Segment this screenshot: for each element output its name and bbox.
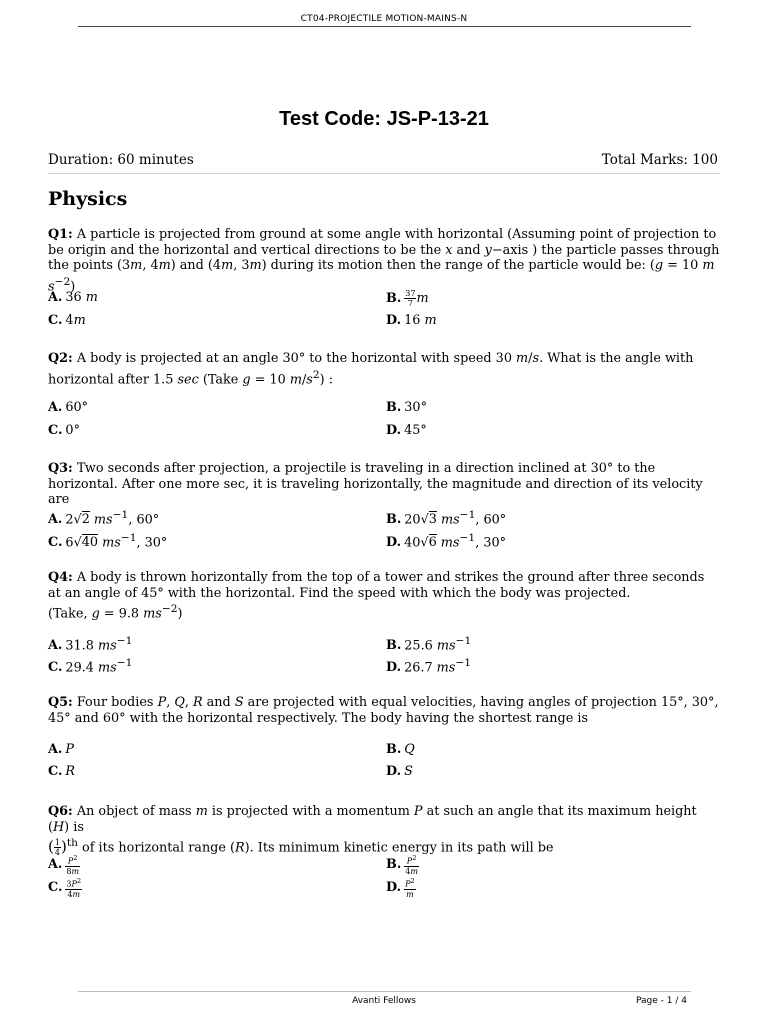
question-label: Q4: — [48, 570, 73, 585]
question-4: Q4: A body is thrown horizontally from the top of a tower and strikes the ground after three seconds at an angle of 45° with the horizontal. Find the speed with which the body was projected. (Take, g = 9.8 $ms^{-2}$) — [48, 570, 705, 622]
meta-divider — [48, 173, 720, 174]
q3-option-d: D. 40√6 $ms^{-1}$, 30° — [386, 531, 507, 551]
q6-option-a: A. $\frac{P^2}{8m}$ — [48, 854, 80, 876]
document-code-header: CT04-PROJECTILE MOTION-MAINS-N — [300, 14, 468, 24]
q5-option-b: B. Q — [386, 742, 415, 757]
q1-option-c: C. 4m — [48, 313, 86, 328]
q5-option-d: D. S — [386, 764, 413, 779]
question-label: Q3: — [48, 461, 73, 476]
q2-option-a: A. 60° — [48, 400, 89, 415]
q6-option-d: D. $\frac{P^2}{m}$ — [386, 877, 415, 899]
section-heading-physics: Physics — [48, 188, 128, 210]
q4-option-a: A. 31.8 $ms^{-1}$ — [48, 634, 133, 654]
q5-option-c: C. R — [48, 764, 76, 779]
q6-option-c: C. $\frac{3P^2}{4m}$ — [48, 877, 82, 899]
question-label: Q6: — [48, 804, 73, 819]
q6-option-b: B. $\frac{P^2}{4m}$ — [386, 854, 418, 876]
q2-option-d: D. 45° — [386, 423, 427, 438]
question-label: Q5: — [48, 695, 73, 710]
header-divider — [78, 26, 691, 27]
test-code-title: Test Code: JS-P-13-21 — [279, 108, 489, 130]
q5-option-a: A. P — [48, 742, 75, 757]
q4-option-b: B. 25.6 $ms^{-1}$ — [386, 634, 472, 654]
question-2: Q2: A body is projected at an angle 30° to the horizontal with speed 30 m/s. What is the angle with horizontal after 1.5 sec (Take g = 10 $m/s^2$) : — [48, 351, 694, 387]
total-marks-text: Total Marks: 100 — [601, 152, 718, 168]
question-1: Q1: A particle is projected from ground at some angle with horizontal (Assuming point of projection to be origin and the horizontal and vertical directions to be the x and y−axis ) the particle passes through the points (3m, 4m) and (4m, 3m) during its motion then the range of the particle would be: (g = 10 m $s^{-2}$) — [48, 227, 720, 294]
duration-text: Duration: 60 minutes — [48, 152, 194, 168]
footer-divider — [78, 991, 691, 992]
q1-option-b: B. $\frac{37}{7}$ m — [386, 289, 429, 308]
q1-option-a: A. 36 m — [48, 290, 98, 305]
q3-option-a: A. 2√2 $ms^{-1}$, 60° — [48, 508, 160, 528]
q1-option-d: D. 16 m — [386, 313, 437, 328]
q4-option-d: D. 26.7 $ms^{-1}$ — [386, 656, 472, 676]
q2-option-c: C. 0° — [48, 423, 80, 438]
question-label: Q1: — [48, 227, 73, 242]
footer-page-number: Page - 1 / 4 — [636, 996, 687, 1006]
question-6: Q6: An object of mass m is projected with a momentum P at such an angle that its maximum height (H) is ( $\frac{1}{4}$ )$^{th}$ of its horizontal range (R). Its minimum kinetic energy in its path will be — [48, 804, 697, 858]
question-label: Q2: — [48, 351, 73, 366]
question-5: Q5: Four bodies P, Q, R and S are projected with equal velocities, having angles of projection 15°, 30°, 45° and 60° with the horizontal respectively. The body having the shortest range is — [48, 695, 719, 726]
q2-option-b: B. 30° — [386, 400, 427, 415]
q3-option-c: C. 6√40 $ms^{-1}$, 30° — [48, 531, 168, 551]
q3-option-b: B. 20√3 $ms^{-1}$, 60° — [386, 508, 507, 528]
test-meta — [48, 152, 718, 168]
question-3: Q3: Two seconds after projection, a projectile is traveling in a direction inclined at 30° to the horizontal. After one more sec, it is traveling horizontally, the magnitude and direction of its velocity are — [48, 461, 703, 507]
footer-org: Avanti Fellows — [352, 996, 416, 1006]
q4-option-c: C. 29.4 $ms^{-1}$ — [48, 656, 133, 676]
